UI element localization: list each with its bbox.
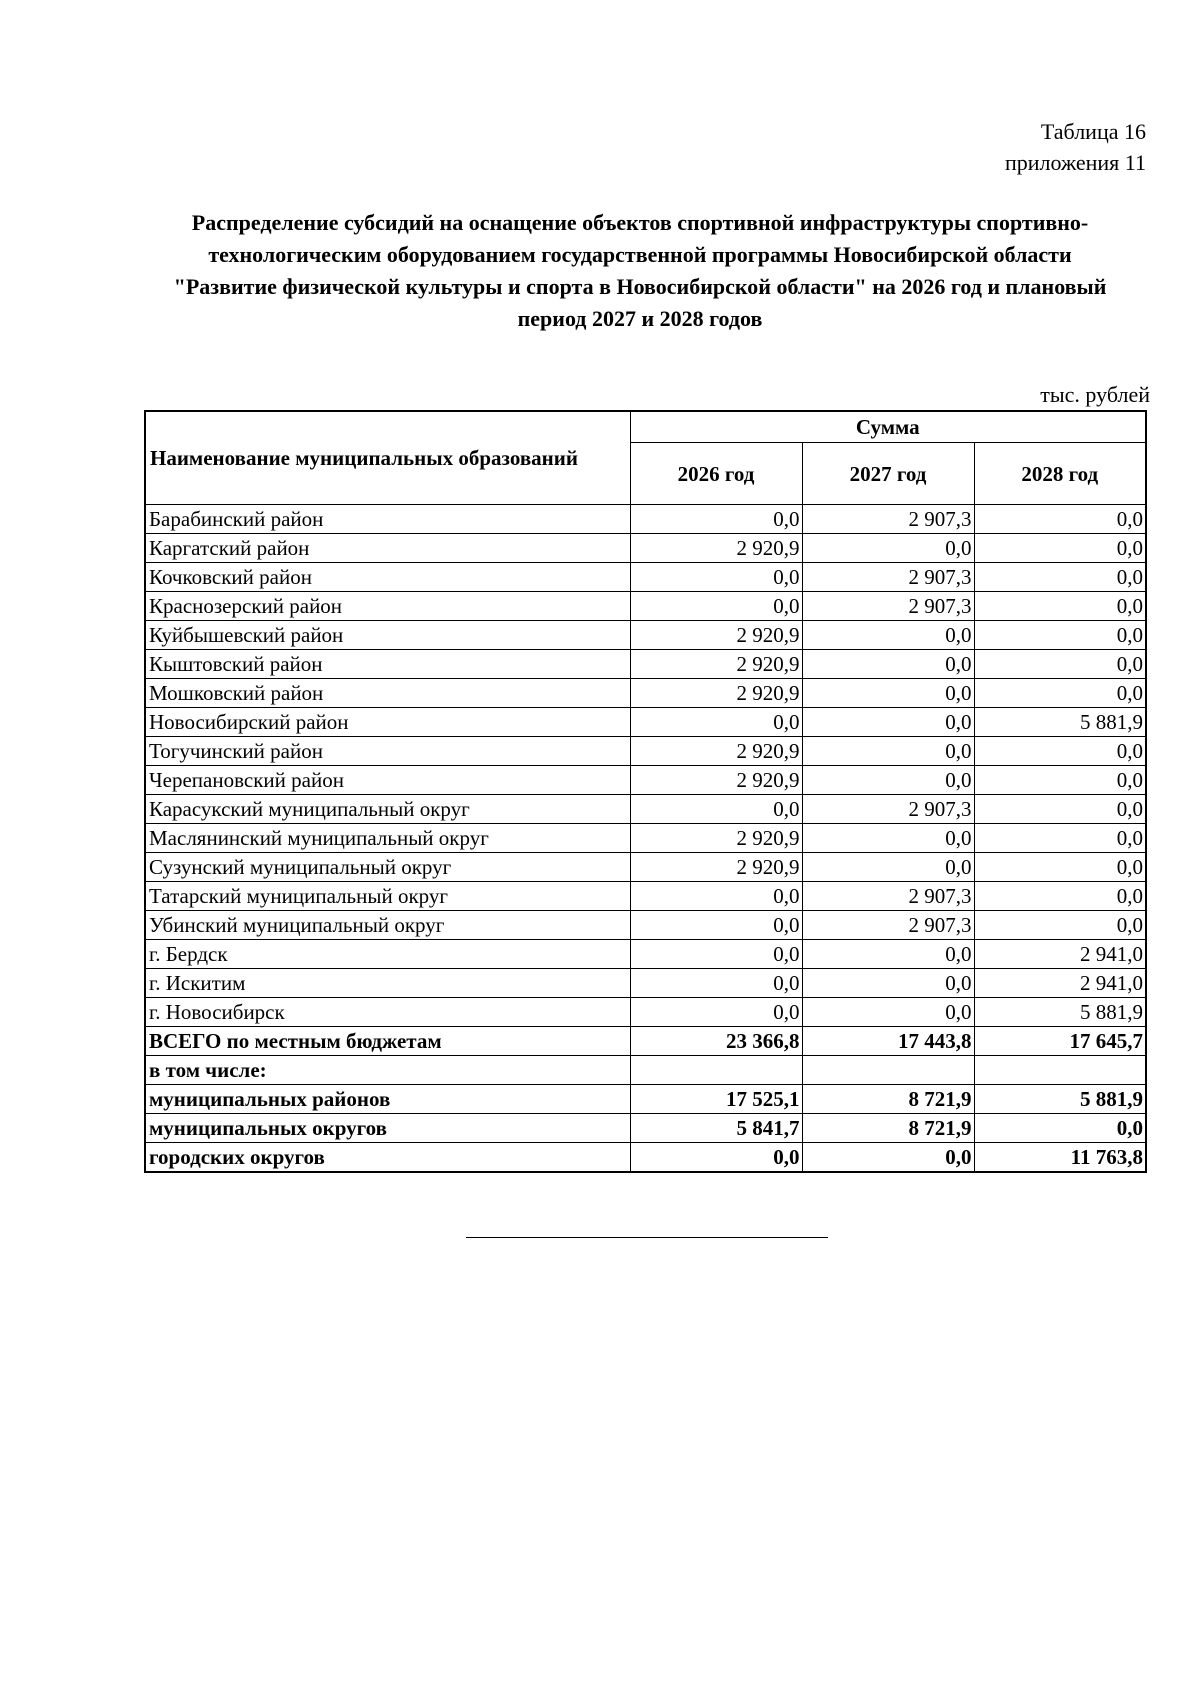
row-name: Черепановский район — [145, 766, 630, 795]
row-value: 0,0 — [802, 824, 974, 853]
row-value: 0,0 — [630, 592, 802, 621]
row-value: 0,0 — [630, 708, 802, 737]
row-value: 0,0 — [974, 853, 1146, 882]
table-reference — [1005, 116, 1146, 178]
document-title — [140, 207, 1140, 335]
row-name: Кочковский район — [145, 563, 630, 592]
row-value: 0,0 — [630, 1143, 802, 1173]
row-name: муниципальных округов — [145, 1114, 630, 1143]
row-value: 0,0 — [974, 1114, 1146, 1143]
row-value: 2 920,9 — [630, 853, 802, 882]
table-row — [145, 505, 1146, 534]
row-value: 0,0 — [802, 940, 974, 969]
row-value: 0,0 — [802, 766, 974, 795]
table-row — [145, 1085, 1146, 1114]
row-value: 2 920,9 — [630, 737, 802, 766]
row-value: 11 763,8 — [974, 1143, 1146, 1173]
row-value: 17 525,1 — [630, 1085, 802, 1114]
row-value — [630, 1056, 802, 1085]
row-value: 23 366,8 — [630, 1027, 802, 1056]
row-value: 2 941,0 — [974, 969, 1146, 998]
row-name: ВСЕГО по местным бюджетам — [145, 1027, 630, 1056]
row-name: Каргатский район — [145, 534, 630, 563]
row-value: 8 721,9 — [802, 1114, 974, 1143]
row-value: 0,0 — [630, 911, 802, 940]
row-value: 17 443,8 — [802, 1027, 974, 1056]
row-value: 0,0 — [974, 824, 1146, 853]
table-row — [145, 882, 1146, 911]
row-value: 0,0 — [974, 737, 1146, 766]
row-value: 0,0 — [974, 505, 1146, 534]
row-value: 0,0 — [630, 998, 802, 1027]
row-value: 0,0 — [802, 998, 974, 1027]
row-value: 5 841,7 — [630, 1114, 802, 1143]
row-value — [974, 1056, 1146, 1085]
end-rule — [466, 1237, 828, 1238]
table-row — [145, 708, 1146, 737]
row-value: 0,0 — [630, 969, 802, 998]
table-row — [145, 853, 1146, 882]
table-row — [145, 1114, 1146, 1143]
row-value: 0,0 — [974, 534, 1146, 563]
row-value: 0,0 — [802, 708, 974, 737]
row-value: 0,0 — [802, 650, 974, 679]
row-value: 2 907,3 — [802, 505, 974, 534]
table-row — [145, 824, 1146, 853]
row-value: 0,0 — [630, 563, 802, 592]
table-row — [145, 795, 1146, 824]
row-name: г. Искитим — [145, 969, 630, 998]
header-name: Наименование муниципальных образований — [145, 411, 630, 505]
table-row — [145, 1027, 1146, 1056]
table-row — [145, 911, 1146, 940]
row-value: 2 907,3 — [802, 563, 974, 592]
title-line-3: "Развитие физической культуры и спорта в Новосибирской области" на 2026 год и плановый — [173, 274, 1107, 299]
row-name: городских округов — [145, 1143, 630, 1173]
row-value: 2 907,3 — [802, 911, 974, 940]
row-name: г. Новосибирск — [145, 998, 630, 1027]
row-value: 0,0 — [802, 679, 974, 708]
row-name: Убинский муниципальный округ — [145, 911, 630, 940]
table-row — [145, 679, 1146, 708]
row-name: г. Бердск — [145, 940, 630, 969]
row-value: 2 920,9 — [630, 766, 802, 795]
row-value: 0,0 — [974, 882, 1146, 911]
row-value: 2 907,3 — [802, 882, 974, 911]
row-value: 0,0 — [802, 853, 974, 882]
title-line-1: Распределение субсидий на оснащение объектов спортивной инфраструктуры спортивно- — [191, 210, 1089, 235]
row-value: 2 907,3 — [802, 592, 974, 621]
ref-appendix: приложения 11 — [1004, 150, 1146, 175]
row-value: 0,0 — [974, 911, 1146, 940]
row-value: 0,0 — [802, 534, 974, 563]
table-row — [145, 592, 1146, 621]
row-name: муниципальных районов — [145, 1085, 630, 1114]
row-value: 0,0 — [802, 969, 974, 998]
row-value: 0,0 — [630, 505, 802, 534]
table-row — [145, 650, 1146, 679]
row-value: 0,0 — [974, 795, 1146, 824]
row-value: 0,0 — [630, 795, 802, 824]
ref-table-number: Таблица 16 — [1040, 119, 1146, 144]
row-value — [802, 1056, 974, 1085]
row-value: 5 881,9 — [974, 708, 1146, 737]
row-name: Сузунский муниципальный округ — [145, 853, 630, 882]
table-row — [145, 534, 1146, 563]
row-value: 17 645,7 — [974, 1027, 1146, 1056]
row-value: 0,0 — [974, 650, 1146, 679]
row-value: 0,0 — [630, 882, 802, 911]
table-row — [145, 1143, 1146, 1173]
table-header — [145, 411, 1146, 505]
subsidy-table — [144, 410, 1147, 1173]
row-name: Кыштовский район — [145, 650, 630, 679]
row-value: 0,0 — [974, 621, 1146, 650]
header-year-2027: 2027 год — [802, 443, 974, 505]
row-value: 2 920,9 — [630, 679, 802, 708]
table-row — [145, 940, 1146, 969]
units-label: тыс. рублей — [1040, 382, 1150, 407]
row-value: 0,0 — [974, 592, 1146, 621]
table-row — [145, 998, 1146, 1027]
row-name: Карасукский муниципальный округ — [145, 795, 630, 824]
row-value: 2 920,9 — [630, 650, 802, 679]
row-value: 5 881,9 — [974, 998, 1146, 1027]
row-value: 2 920,9 — [630, 824, 802, 853]
row-name: Барабинский район — [145, 505, 630, 534]
row-value: 0,0 — [630, 940, 802, 969]
row-value: 8 721,9 — [802, 1085, 974, 1114]
row-value: 0,0 — [974, 679, 1146, 708]
header-year-2026: 2026 год — [630, 443, 802, 505]
row-value: 0,0 — [802, 737, 974, 766]
row-value: 0,0 — [974, 766, 1146, 795]
table-row — [145, 1056, 1146, 1085]
row-value: 5 881,9 — [974, 1085, 1146, 1114]
table-row — [145, 969, 1146, 998]
table-row — [145, 621, 1146, 650]
row-name: Тогучинский район — [145, 737, 630, 766]
row-name: в том числе: — [145, 1056, 630, 1085]
table-row — [145, 563, 1146, 592]
table-row — [145, 766, 1146, 795]
table-body — [145, 505, 1146, 1173]
row-name: Мошковский район — [145, 679, 630, 708]
title-line-2: технологическим оборудованием государственной программы Новосибирской области — [208, 242, 1072, 267]
row-name: Маслянинский муниципальный округ — [145, 824, 630, 853]
header-year-2028: 2028 год — [974, 443, 1146, 505]
row-value: 2 907,3 — [802, 795, 974, 824]
row-name: Новосибирский район — [145, 708, 630, 737]
row-value: 0,0 — [802, 621, 974, 650]
row-name: Куйбышевский район — [145, 621, 630, 650]
row-name: Краснозерский район — [145, 592, 630, 621]
header-sum: Сумма — [630, 411, 1146, 443]
row-value: 2 920,9 — [630, 534, 802, 563]
title-line-4: период 2027 и 2028 годов — [517, 306, 763, 331]
table-row — [145, 737, 1146, 766]
row-value: 0,0 — [802, 1143, 974, 1173]
row-value: 2 941,0 — [974, 940, 1146, 969]
row-name: Татарский муниципальный округ — [145, 882, 630, 911]
row-value: 0,0 — [974, 563, 1146, 592]
row-value: 2 920,9 — [630, 621, 802, 650]
